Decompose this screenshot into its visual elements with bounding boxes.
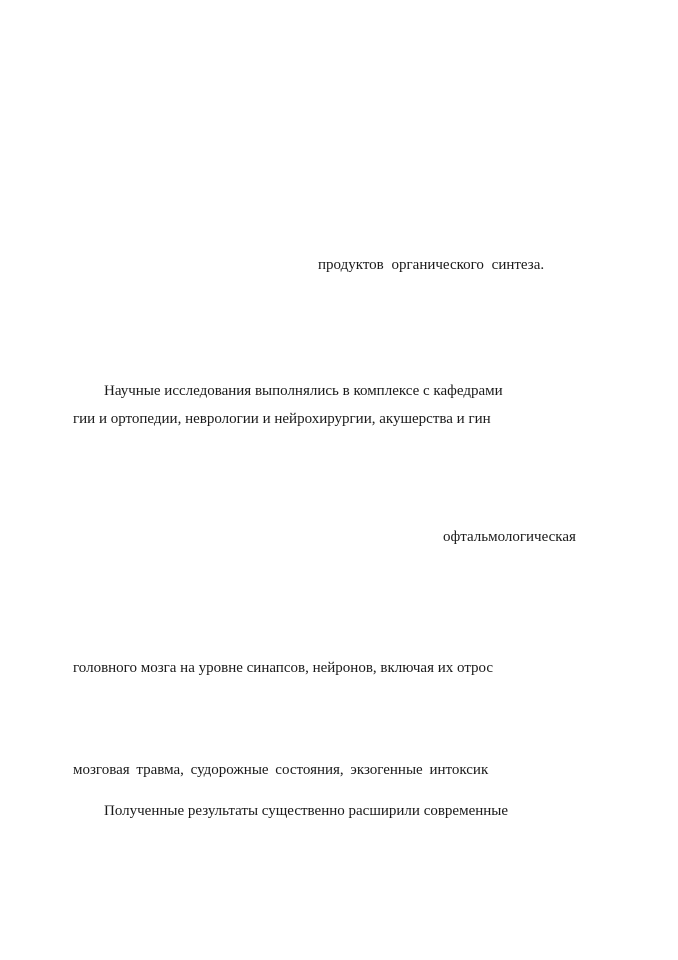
text-line-ophthalmology: офтальмологическая xyxy=(443,529,576,545)
text-line-research-intro: Научные исследования выполнялись в комплексе с кафедрами xyxy=(104,383,503,399)
text-line-brain-synapses: головного мозга на уровне синапсов, нейронов, включая их отрос xyxy=(73,660,494,676)
text-line-synthesis: продуктов органического синтеза. xyxy=(318,257,545,273)
text-line-brain-trauma: мозговая травма, судорожные состояния, экзогенные интоксик xyxy=(73,762,489,778)
text-line-results: Полученные результаты существенно расширили современные xyxy=(104,803,509,819)
text-line-departments: гии и ортопедии, неврологии и нейрохирургии, акушерства и гин xyxy=(73,411,491,427)
